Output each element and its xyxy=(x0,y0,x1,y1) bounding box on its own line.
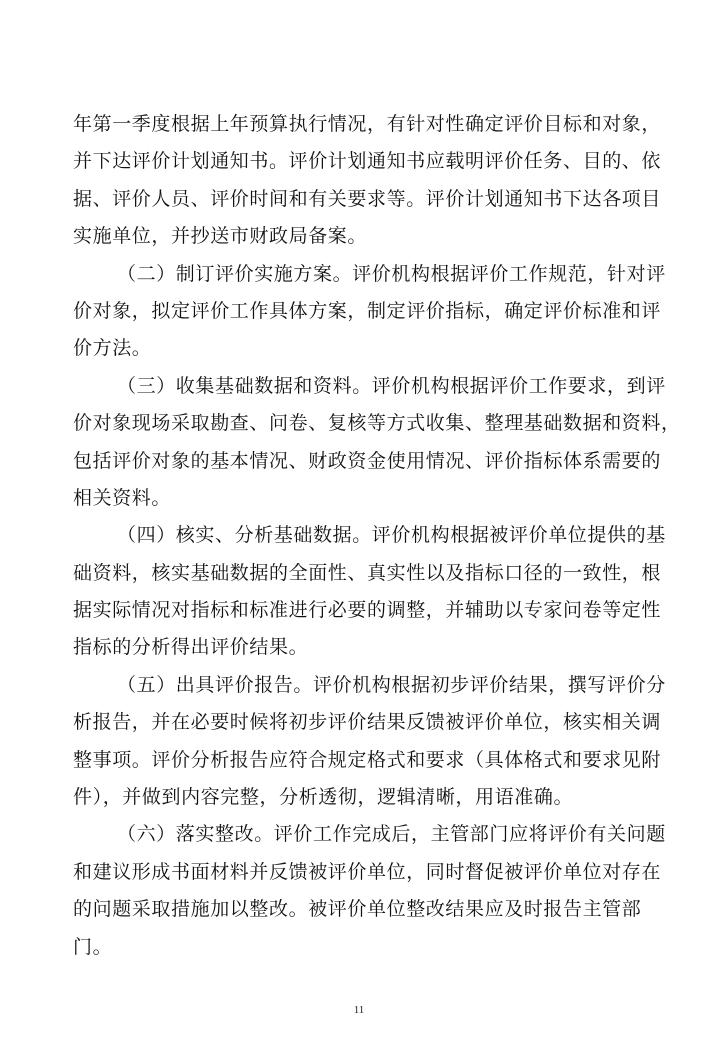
text-line: 包括评价对象的基本情况、财政资金使用情况、评价指标体系需要的 xyxy=(73,449,662,472)
text-line: 的问题采取措施加以整改。被评价单位整改结果应及时报告主管部 xyxy=(73,898,642,921)
text-line: 相关资料。 xyxy=(73,486,172,509)
text-line: 并下达评价计划通知书。评价计划通知书应载明评价任务、目的、依 xyxy=(73,150,662,173)
paragraph-heading-line: （三）收集基础数据和资料。评价机构根据评价工作要求，到评 xyxy=(117,374,666,397)
text-line: 析报告，并在必要时候将初步评价结果反馈被评价单位，核实相关调 xyxy=(73,711,662,734)
paragraph-heading-line: （六）落实整改。评价工作完成后，主管部门应将评价有关问题 xyxy=(117,823,666,846)
text-line: 整事项。评价分析报告应符合规定格式和要求（具体格式和要求见附 xyxy=(73,748,662,771)
text-line: 础资料，核实基础数据的全面性、真实性以及指标口径的一致性，根 xyxy=(73,561,662,584)
text-line: 价方法。 xyxy=(73,337,152,360)
body-text xyxy=(73,106,681,966)
text-line: 件），并做到内容完整，分析透彻，逻辑清晰，用语准确。 xyxy=(73,786,574,809)
text-line: 价对象，拟定评价工作具体方案，制定评价指标，确定评价标准和评 xyxy=(73,299,662,322)
page-number: 11 xyxy=(353,1004,365,1016)
text-line: 实施单位，并抄送市财政局备案。 xyxy=(73,225,368,248)
paragraph-heading-line: （五）出具评价报告。评价机构根据初步评价结果，撰写评价分 xyxy=(117,673,666,696)
text-line: 年第一季度根据上年预算执行情况，有针对性确定评价目标和对象， xyxy=(73,113,662,135)
text-line: 和建议形成书面材料并反馈被评价单位，同时督促被评价单位对存在 xyxy=(73,860,662,883)
text-line: 价对象现场采取勘查、问卷、复核等方式收集、整理基础数据和资料， xyxy=(73,412,681,435)
paragraph-heading-line: （四）核实、分析基础数据。评价机构根据被评价单位提供的基 xyxy=(117,524,666,547)
text-line: 据实际情况对指标和标准进行必要的调整，并辅助以专家问卷等定性 xyxy=(73,599,662,622)
text-line: 门。 xyxy=(73,935,113,958)
text-line: 据、评价人员、评价时间和有关要求等。评价计划通知书下达各项目 xyxy=(73,187,662,210)
text-line: 指标的分析得出评价结果。 xyxy=(73,636,309,659)
paragraph-heading-line: （二）制订评价实施方案。评价机构根据评价工作规范，针对评 xyxy=(117,262,666,285)
